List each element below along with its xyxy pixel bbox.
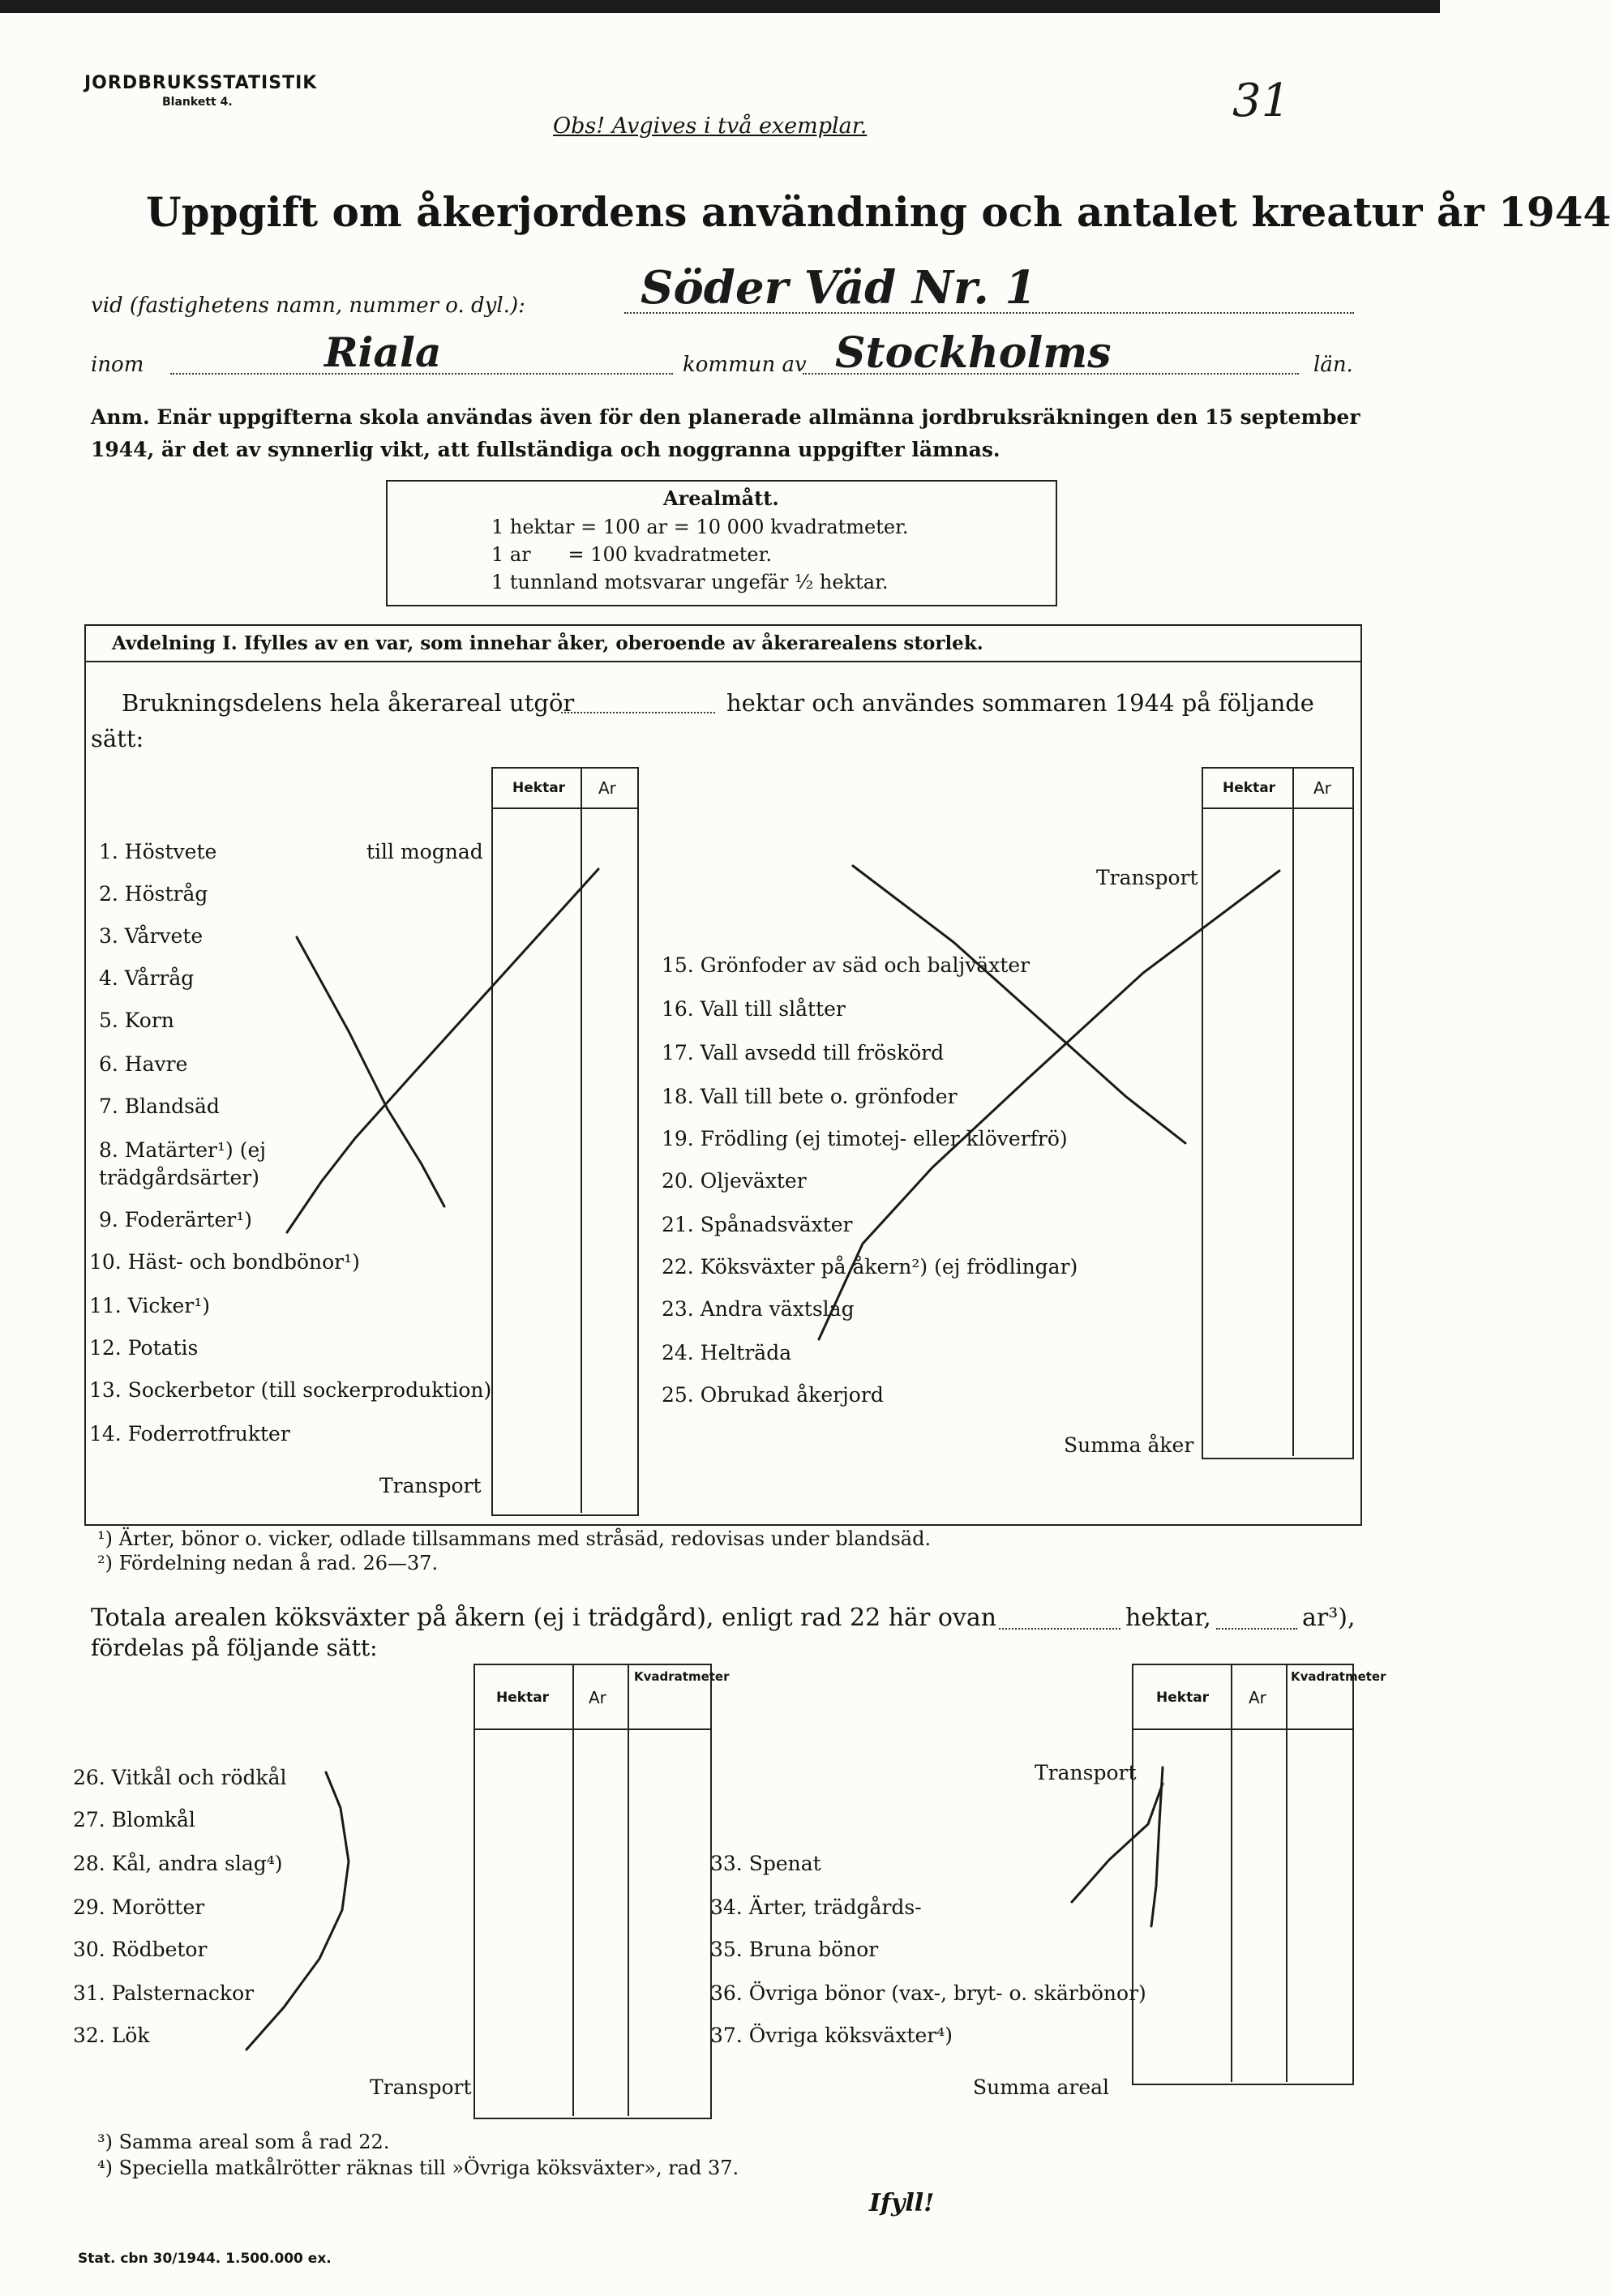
- summa-areal: Summa areal: [973, 2075, 1110, 2099]
- row-28: 28. Kål, andra slag⁴): [73, 1852, 283, 1875]
- ifyll-text: Ifyll!: [869, 2189, 935, 2217]
- inom-label: inom: [91, 353, 144, 377]
- row-18: 18. Vall till bete o. grönfoder: [662, 1085, 958, 1108]
- row-33: 33. Spenat: [710, 1852, 821, 1875]
- right-col-hektar: Hektar: [1223, 780, 1276, 796]
- lan-label: län.: [1313, 353, 1353, 377]
- page-number: 31: [1232, 75, 1291, 127]
- strike-left-s1-b: [297, 937, 444, 1206]
- row-16: 16. Vall till slåtter: [662, 997, 846, 1021]
- strike-right-s2-b: [1151, 1767, 1163, 1926]
- row-21: 21. Spånadsväxter: [662, 1213, 853, 1236]
- agency-name: JORDBRUKSSTATISTIK: [84, 73, 318, 93]
- till-mognad: till mognad: [366, 840, 483, 863]
- s2-left-hektar: Hektar: [496, 1690, 550, 1706]
- row-10: 10. Häst- och bondbönor¹): [89, 1250, 360, 1274]
- kommun-label: kommun av: [683, 353, 807, 377]
- copies-notice: Obs! Avgives i två exemplar.: [553, 114, 868, 139]
- row-29: 29. Morötter: [73, 1895, 205, 1919]
- areal-line3: 1 tunnland motsvarar ungefär ½ hektar.: [491, 571, 889, 593]
- row-13: 13. Sockerbetor (till sockerproduktion): [89, 1378, 492, 1402]
- row-31: 31. Palsternackor: [73, 1981, 255, 2005]
- strike-right-s1-a: [853, 866, 1185, 1143]
- row-14: 14. Foderrotfrukter: [89, 1422, 290, 1446]
- section1-heading: Avdelning I. Ifylles av en var, som innehar åker, oberoende av åkerarealens storlek.: [112, 632, 983, 654]
- s2-right-kvm: Kvadratmeter: [1291, 1669, 1386, 1684]
- section2-intro-c: ar³),: [1302, 1604, 1356, 1632]
- inom-value: Riala: [324, 328, 442, 376]
- footnote-3: ³) Samma areal som å rad 22.: [97, 2131, 390, 2153]
- row-2: 2. Höstråg: [99, 882, 208, 906]
- row-6: 6. Havre: [99, 1052, 188, 1076]
- row-23: 23. Andra växtslag: [662, 1297, 855, 1321]
- left-col-ar: Ar: [598, 778, 616, 798]
- footnote-4: ⁴) Speciella matkålrötter räknas till »Övriga köksväxter», rad 37.: [97, 2157, 739, 2179]
- row-5: 5. Korn: [99, 1009, 174, 1032]
- row-25: 25. Obrukad åkerjord: [662, 1383, 884, 1407]
- row-12: 12. Potatis: [89, 1336, 199, 1360]
- section2-intro-b: hektar,: [1125, 1604, 1211, 1632]
- row-32: 32. Lök: [73, 2024, 150, 2047]
- right-transport: Transport: [1096, 866, 1198, 889]
- row-34: 34. Ärter, trädgårds-: [710, 1895, 922, 1919]
- s2-right-ar: Ar: [1249, 1688, 1266, 1707]
- row-1: 1. Höstvete: [99, 840, 217, 863]
- s2-right-hektar: Hektar: [1156, 1690, 1210, 1706]
- vid-label: vid (fastighetens namn, nummer o. dyl.):: [91, 293, 525, 318]
- row-22: 22. Köksväxter på åkern²) (ej frödlingar): [662, 1255, 1078, 1279]
- s2-left-kvm: Kvadratmeter: [634, 1669, 730, 1684]
- row-19: 19. Frödling (ej timotej- eller klöverfrö): [662, 1127, 1068, 1150]
- right-col-ar: Ar: [1313, 778, 1331, 798]
- note-line1: Anm. Enär uppgifterna skola användas även för den planerade allmänna jordbruksräkningen den 15 september: [91, 405, 1360, 429]
- row-35: 35. Bruna bönor: [710, 1938, 879, 1961]
- footnote-2: ²) Fördelning nedan å rad. 26—37.: [97, 1552, 439, 1574]
- strike-right-s1-b: [819, 871, 1279, 1339]
- row-3: 3. Vårvete: [99, 924, 204, 948]
- areal-title: Arealmått.: [663, 486, 779, 510]
- form-number: Blankett 4.: [162, 96, 233, 109]
- row-7: 7. Blandsäd: [99, 1094, 220, 1118]
- row-37: 37. Övriga köksväxter⁴): [710, 2024, 953, 2047]
- left-transport: Transport: [379, 1474, 482, 1497]
- s2-right-transport: Transport: [1035, 1761, 1137, 1784]
- row-20: 20. Oljeväxter: [662, 1169, 807, 1193]
- section2-intro-a: Totala arealen köksväxter på åkern (ej i trädgård), enligt rad 22 här ovan: [91, 1604, 997, 1632]
- row-9: 9. Foderärter¹): [99, 1208, 253, 1232]
- note-line2: 1944, är det av synnerlig vikt, att fullständiga och noggranna uppgifter lämnas.: [91, 438, 1000, 461]
- s2-left-ar: Ar: [589, 1688, 606, 1707]
- row-4: 4. Vårråg: [99, 966, 195, 990]
- areal-line1: 1 hektar = 100 ar = 10 000 kvadratmeter.: [491, 516, 909, 538]
- summa-aker: Summa åker: [1064, 1433, 1194, 1457]
- section1-intro-a: Brukningsdelens hela åkerareal utgör: [122, 689, 575, 717]
- section1-intro-c: sätt:: [91, 725, 144, 752]
- row-15: 15. Grönfoder av säd och baljväxter: [662, 953, 1030, 977]
- vid-value: Söder Väd Nr. 1: [641, 261, 1037, 315]
- s2-left-transport: Transport: [370, 2075, 472, 2099]
- kommun-value: Stockholms: [835, 328, 1112, 378]
- print-info: Stat. cbn 30/1944. 1.500.000 ex.: [78, 2251, 332, 2267]
- row-8: 8. Matärter¹) (ej trädgårdsärter): [99, 1138, 267, 1189]
- row-24: 24. Helträda: [662, 1341, 792, 1364]
- row-11: 11. Vicker¹): [89, 1294, 210, 1317]
- page-title: Uppgift om åkerjordens användning och antalet kreatur år 1944: [146, 188, 1611, 236]
- strike-right-s2: [1072, 1784, 1163, 1902]
- left-col-hektar: Hektar: [512, 780, 566, 796]
- strike-left-s1-a: [287, 869, 598, 1232]
- areal-line2: 1 ar = 100 kvadratmeter.: [491, 543, 773, 566]
- row-27: 27. Blomkål: [73, 1808, 195, 1831]
- section1-intro-b: hektar och användes sommaren 1944 på följande: [726, 689, 1314, 717]
- row-36: 36. Övriga bönor (vax-, bryt- o. skärbönor): [710, 1981, 1146, 2005]
- row-30: 30. Rödbetor: [73, 1938, 208, 1961]
- row-26: 26. Vitkål och rödkål: [73, 1766, 287, 1789]
- row-17: 17. Vall avsedd till fröskörd: [662, 1041, 945, 1064]
- strike-left-s2: [246, 1772, 349, 2050]
- section2-intro-d: fördelas på följande sätt:: [91, 1634, 378, 1661]
- footnote-1: ¹) Ärter, bönor o. vicker, odlade tillsammans med stråsäd, redovisas under blandsäd.: [97, 1527, 932, 1550]
